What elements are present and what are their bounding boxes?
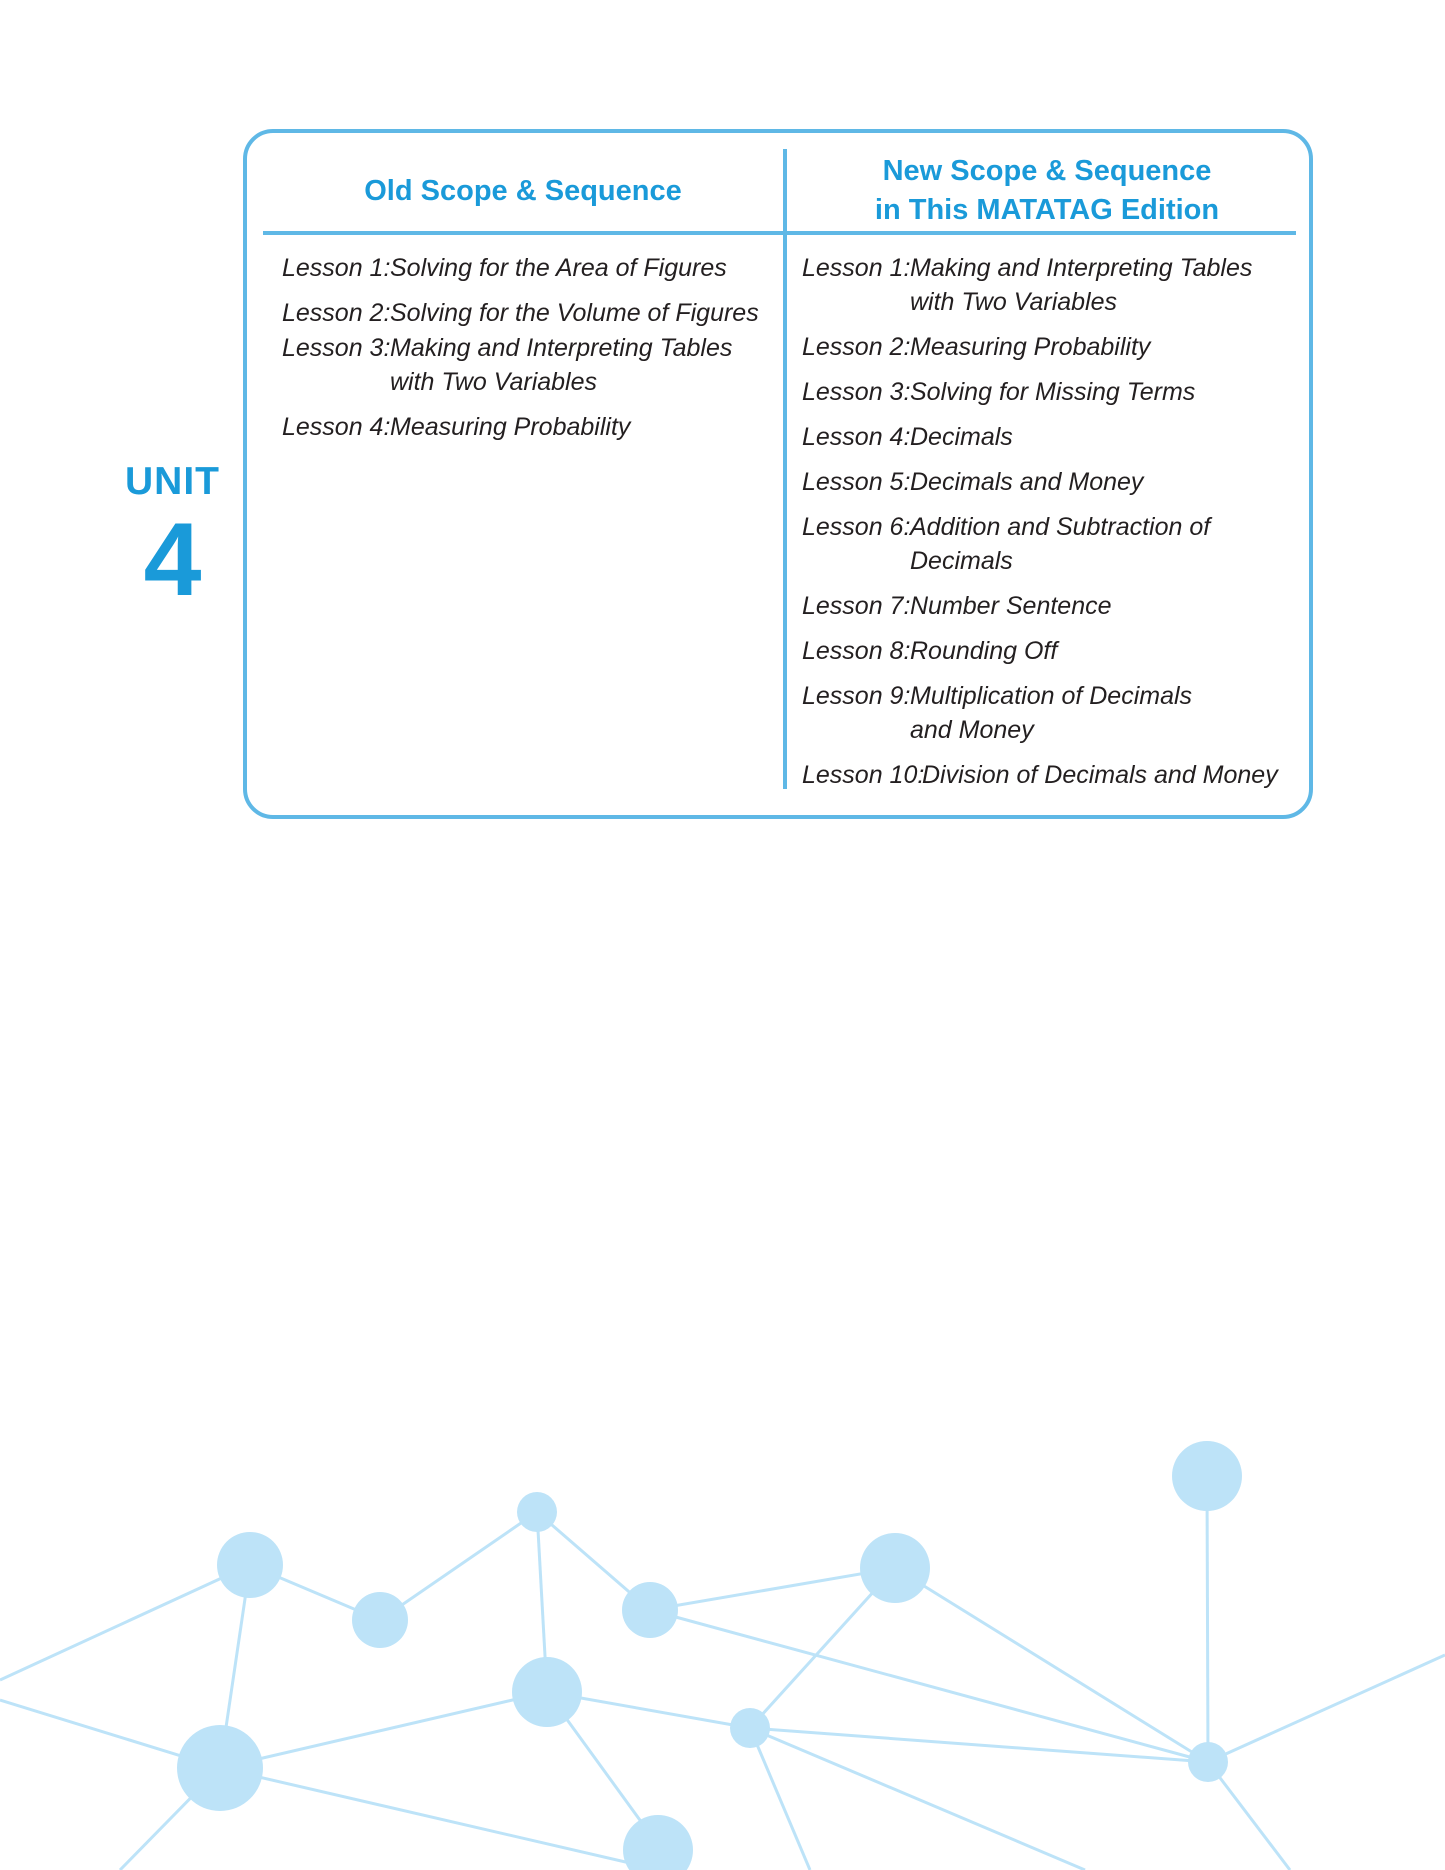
new-lesson-item bbox=[802, 251, 1307, 319]
lesson-title: Making and Interpreting Tables with Two Variables bbox=[390, 334, 733, 396]
lesson-number: Lesson 6: bbox=[802, 513, 911, 541]
lesson-title: Solving for Missing Terms bbox=[910, 378, 1196, 406]
unit-number: 4 bbox=[143, 502, 202, 618]
lesson-number: Lesson 4: bbox=[282, 413, 391, 441]
lesson-title: Number Sentence bbox=[910, 592, 1112, 620]
network-nodes bbox=[177, 1441, 1242, 1870]
lesson-title: Division of Decimals and Money bbox=[922, 761, 1278, 789]
lesson-title: Addition and Subtraction of Decimals bbox=[910, 513, 1211, 575]
lesson-title: Solving for the Area of Figures bbox=[390, 254, 727, 282]
old-lesson-item bbox=[282, 296, 782, 330]
new-scope-heading bbox=[787, 151, 1307, 231]
network-lines bbox=[0, 1476, 1445, 1870]
old-lesson-item bbox=[282, 410, 782, 444]
lesson-number: Lesson 4: bbox=[802, 423, 911, 451]
old-lesson-item bbox=[282, 331, 782, 399]
lesson-number: Lesson 5: bbox=[802, 468, 911, 496]
header-rule bbox=[263, 231, 1296, 235]
lesson-title: Measuring Probability bbox=[910, 333, 1151, 361]
lesson-number: Lesson 1: bbox=[282, 254, 391, 282]
new-lesson-item bbox=[802, 510, 1307, 578]
lesson-title: Rounding Off bbox=[910, 637, 1058, 665]
lesson-title: Solving for the Volume of Figures bbox=[390, 299, 759, 327]
scope-comparison-table bbox=[243, 129, 1313, 819]
lesson-number: Lesson 3: bbox=[282, 334, 391, 362]
lesson-number: Lesson 8: bbox=[802, 637, 911, 665]
lesson-number: Lesson 7: bbox=[802, 592, 911, 620]
new-lesson-list bbox=[802, 251, 1307, 803]
old-scope-heading bbox=[263, 151, 783, 231]
new-lesson-item bbox=[802, 465, 1307, 499]
new-scope-heading-line2: in This MATATAG Edition bbox=[874, 194, 1220, 226]
new-lesson-item bbox=[802, 589, 1307, 623]
lesson-number: Lesson 2: bbox=[802, 333, 911, 361]
new-lesson-item bbox=[802, 679, 1307, 747]
column-divider bbox=[783, 149, 787, 789]
old-scope-heading-text: Old Scope & Sequence bbox=[364, 174, 682, 207]
new-lesson-item bbox=[802, 420, 1307, 454]
new-lesson-item bbox=[802, 758, 1307, 792]
lesson-number: Lesson 9: bbox=[802, 682, 911, 710]
old-lesson-list bbox=[282, 251, 782, 455]
lesson-title: Decimals and Money bbox=[910, 468, 1144, 496]
unit-label: UNIT bbox=[125, 460, 220, 503]
new-lesson-item bbox=[802, 375, 1307, 409]
lesson-number: Lesson 3: bbox=[802, 378, 911, 406]
new-lesson-item bbox=[802, 634, 1307, 668]
network-decoration bbox=[0, 1430, 1445, 1870]
lesson-title: Making and Interpreting Tables with Two Variables bbox=[910, 254, 1253, 316]
new-lesson-item bbox=[802, 330, 1307, 364]
lesson-title: Measuring Probability bbox=[390, 413, 631, 441]
lesson-number: Lesson 10: bbox=[802, 761, 925, 789]
lesson-title: Multiplication of Decimals and Money bbox=[910, 682, 1193, 744]
lesson-number: Lesson 1: bbox=[802, 254, 911, 282]
new-scope-heading-line1: New Scope & Sequence bbox=[882, 155, 1212, 187]
lesson-title: Decimals bbox=[910, 423, 1013, 451]
old-lesson-item bbox=[282, 251, 782, 285]
lesson-number: Lesson 2: bbox=[282, 299, 391, 327]
